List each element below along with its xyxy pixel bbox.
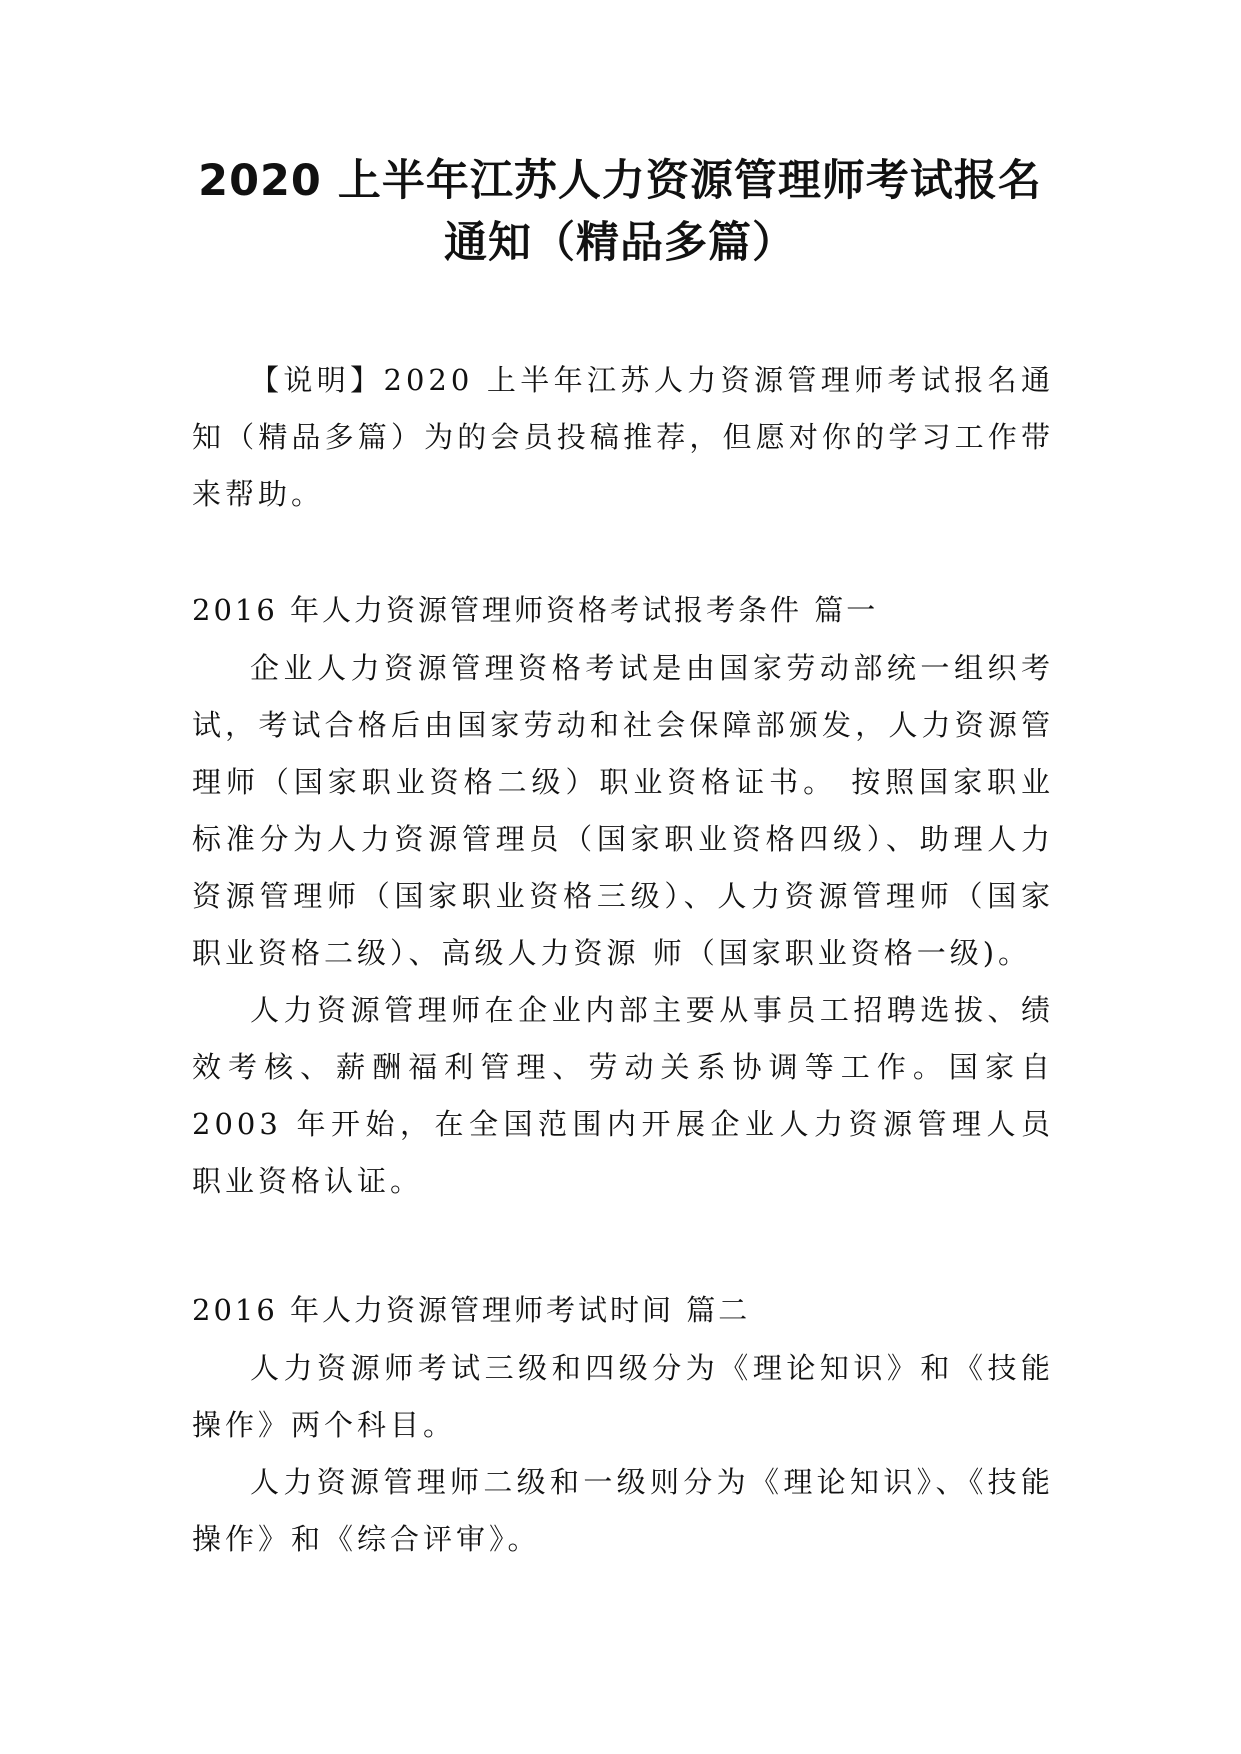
title-line-2: 通知（精品多篇） — [444, 218, 796, 268]
section-2-paragraph-2: 人力资源管理师二级和一级则分为《理论知识》、《技能操作》和《综合评审》。 — [192, 1465, 1054, 1556]
section-1-paragraph-1: 企业人力资源管理资格考试是由国家劳动部统一组织考试，考试合格后由国家劳动和社会保障部颁发，人力资源管理师（国家职业资格二级）职业资格证书。 按照国家职业标准分为人力资源管理员（国家职业资格四级）、助理人力资源管理师（国家职业资格三级）、人力资源管理师（国家职业资格二级）、高级人力资源 师（国家职业资格一级)。 — [192, 651, 1054, 970]
document-title — [150, 150, 1090, 274]
section-heading-2: 2016 年人力资源管理师考试时间 篇二 — [192, 1293, 751, 1327]
title-line-1: 2020 上半年江苏人力资源管理师考试报名 — [198, 156, 1042, 206]
section-2-paragraph-1: 人力资源师考试三级和四级分为《理论知识》和《技能操作》两个科目。 — [192, 1351, 1054, 1442]
section-1-paragraph-2: 人力资源管理师在企业内部主要从事员工招聘选拔、绩效考核、薪酬福利管理、劳动关系协调等工作。国家自 2003 年开始，在全国范围内开展企业人力资源管理人员职业资格认证。 — [192, 993, 1054, 1198]
section-heading-1: 2016 年人力资源管理师资格考试报考条件 篇一 — [192, 593, 879, 627]
intro-block — [192, 352, 1054, 523]
section-body-1 — [192, 640, 1054, 1210]
intro-paragraph: 【说明】2020 上半年江苏人力资源管理师考试报名通知（精品多篇）为的会员投稿推荐，但愿对你的学习工作带来帮助。 — [192, 363, 1054, 511]
section-body-2 — [192, 1340, 1054, 1568]
